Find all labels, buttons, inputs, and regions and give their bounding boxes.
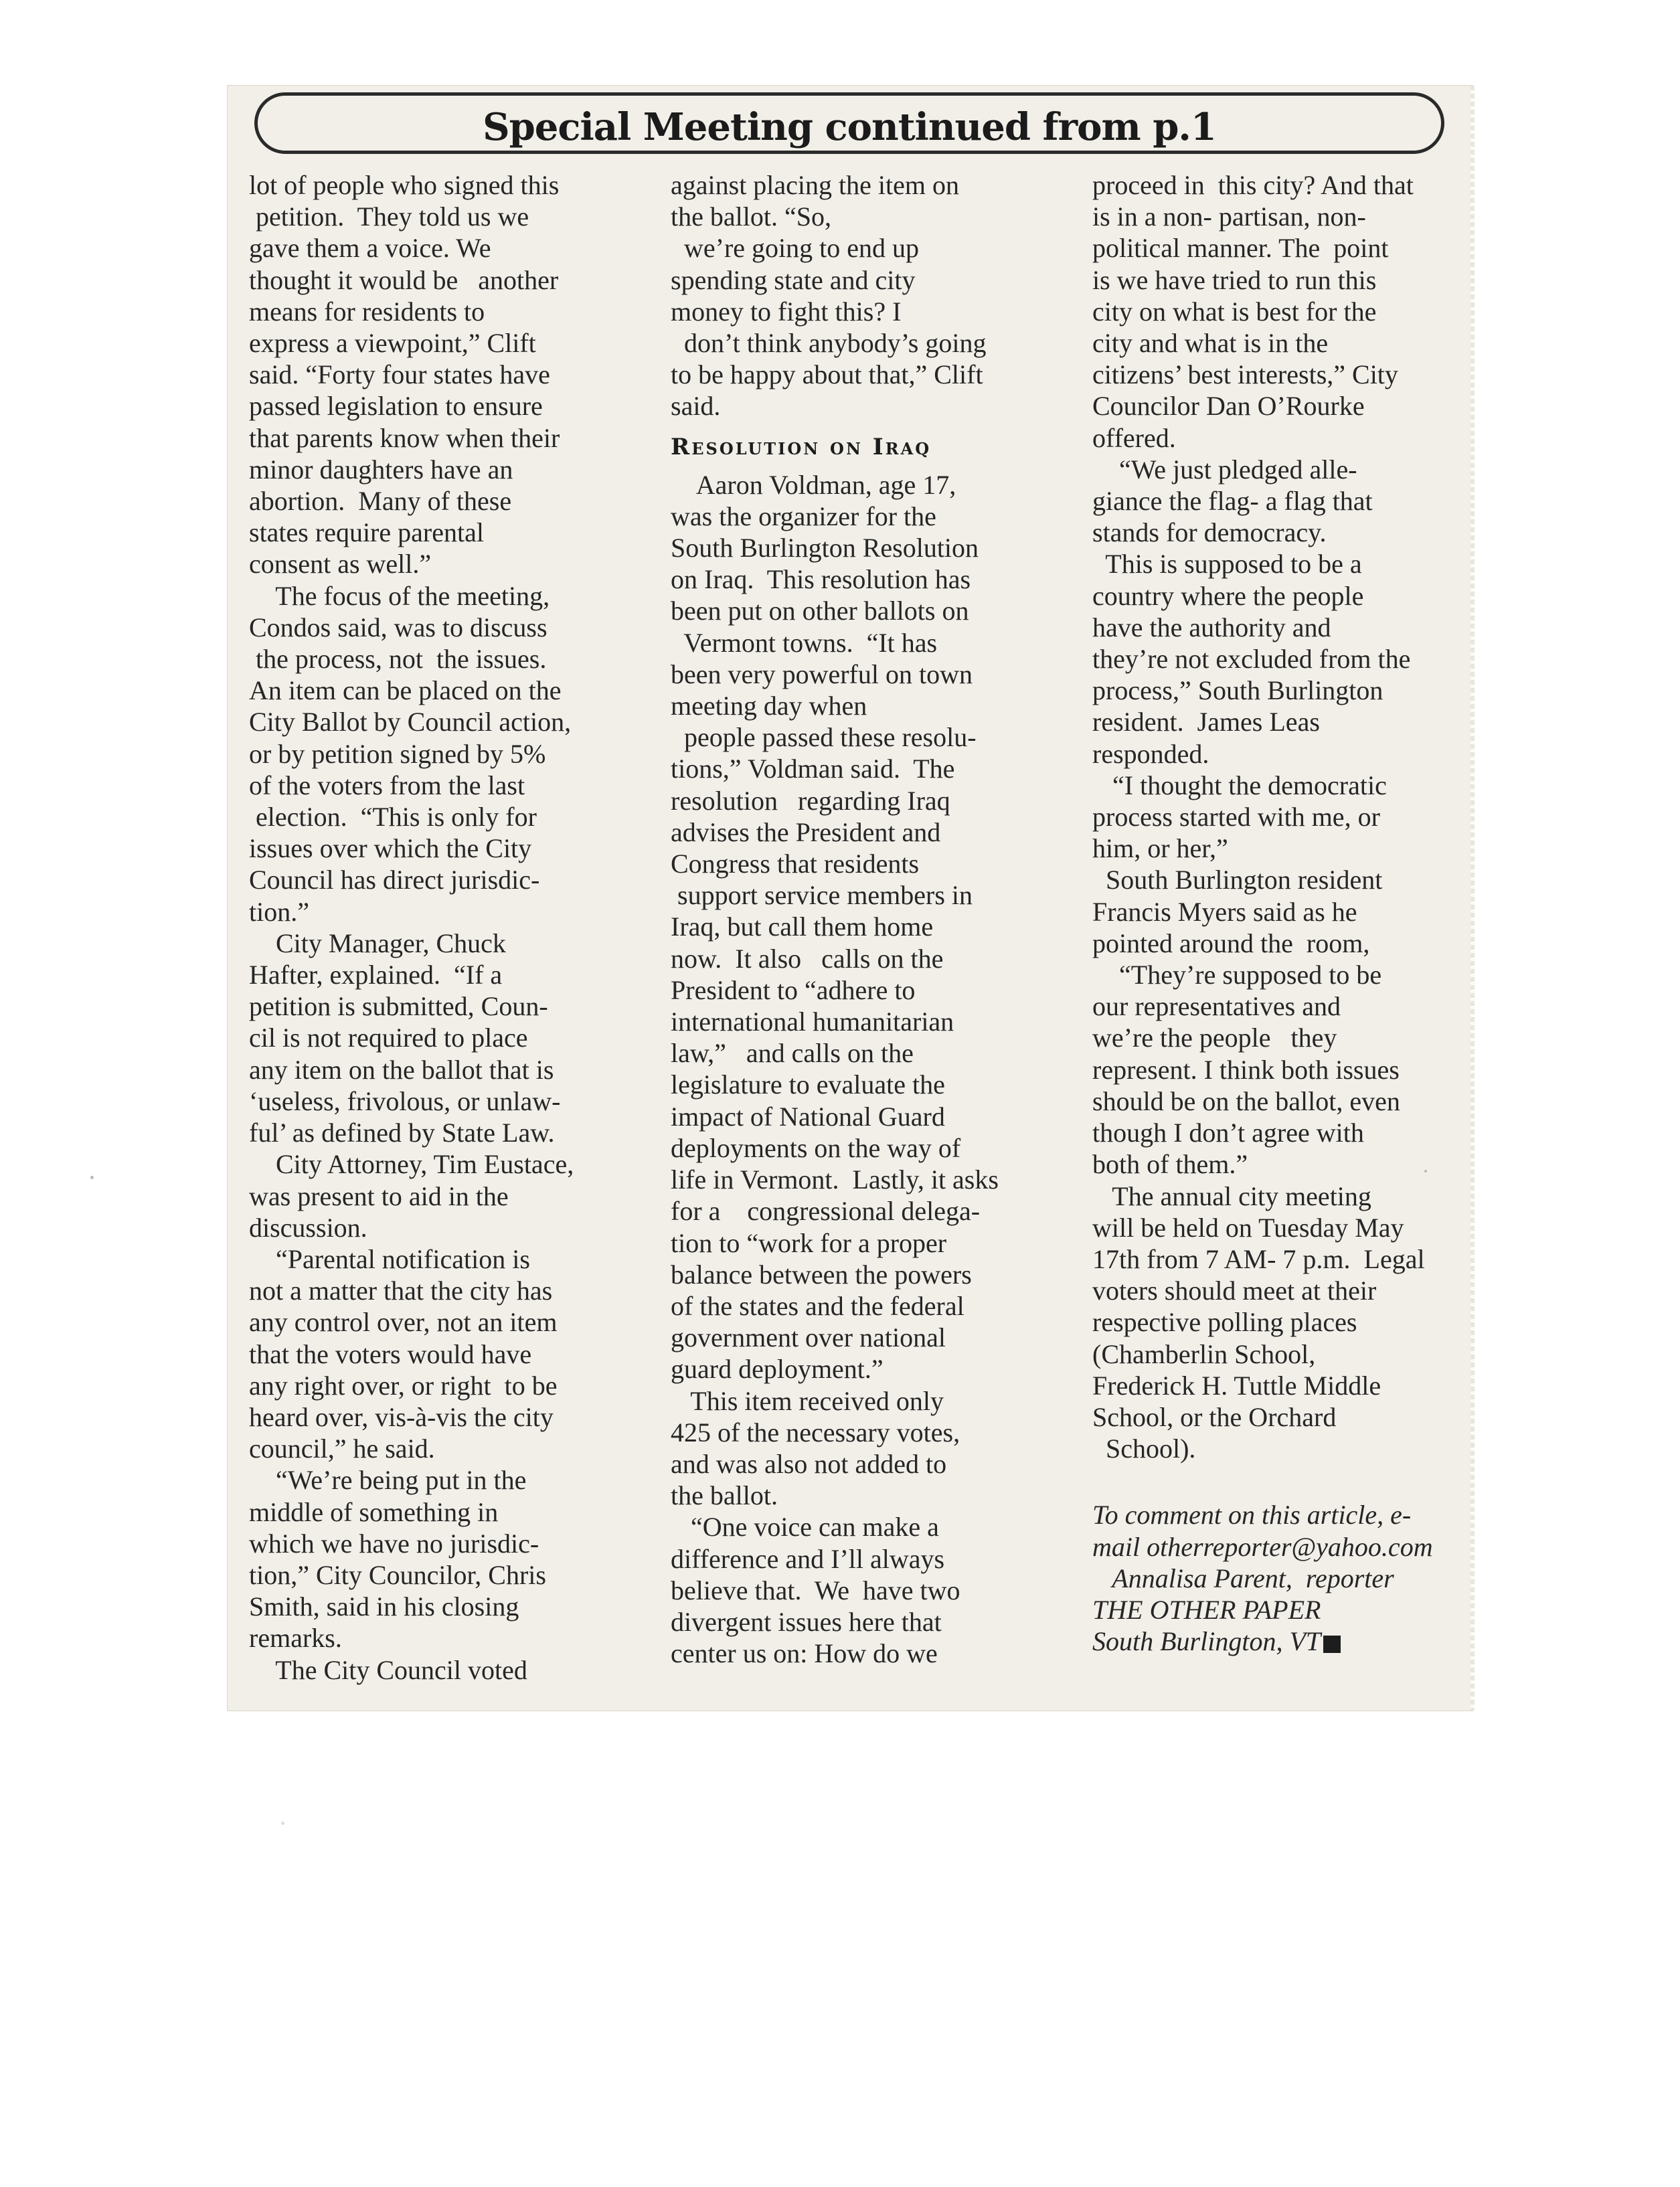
text-line: middle of something in [249,1496,499,1527]
text-line: guard deployment.” [671,1354,884,1385]
text-line: we’re the people they [1092,1023,1337,1053]
text-line: School, or the Orchard [1092,1401,1337,1432]
text-line: ‘useless, frivolous, or unlaw- [249,1085,561,1116]
text-line: President to “adhere to [671,974,916,1005]
text-line: any right over, or right to be [249,1370,558,1401]
text-line: “I thought the democratic [1092,770,1387,800]
text-line: means for residents to [249,296,485,327]
text-line: they’re not excluded from the [1092,644,1411,675]
text-line: City Attorney, Tim Eustace, [249,1149,574,1180]
text-line: tion.” [249,896,309,927]
text-line: council,” he said. [249,1433,435,1464]
text-line: on Iraq. This resolution has [671,564,971,595]
text-line: tion to “work for a proper [671,1227,947,1258]
text-line: Aaron Voldman, age 17, [671,469,956,500]
text-line: will be held on Tuesday May [1092,1212,1404,1243]
text-line: said. “Forty four states have [249,359,550,390]
text-line: political manner. The point [1092,233,1389,264]
text-line: Council has direct jurisdic- [249,865,540,895]
text-line: Condos said, was to discuss [249,612,548,642]
newspaper-clipping [228,86,1473,1711]
text-line: election. “This is only for [249,802,537,833]
text-line: 17th from 7 AM- 7 p.m. Legal [1092,1243,1425,1274]
scan-speck [281,1822,284,1825]
text-line: issues over which the City [249,833,532,864]
text-line: was the organizer for the [671,501,936,531]
text-line: for a congressional delega- [671,1196,981,1227]
text-line: passed legislation to ensure [249,391,543,422]
text-line: both of them.” [1092,1149,1248,1180]
text-line: law,” and calls on the [671,1038,914,1069]
text-line: lot of people who signed this [249,170,560,200]
text-line: Vermont towns. “It has [671,627,938,658]
text-line: “One voice can make a [671,1512,939,1543]
text-line: remarks. [249,1623,342,1654]
text-line: and was also not added to [671,1448,947,1479]
text-line: against placing the item on [671,170,959,200]
text-line: minor daughters have an [249,454,513,485]
text-line: tion,” City Councilor, Chris [249,1559,546,1590]
text-line: the ballot. “So, [671,201,831,232]
text-line: legislature to evaluate the [671,1069,945,1100]
text-line: not a matter that the city has [249,1276,553,1306]
text-line: This item received only [671,1385,944,1416]
text-line: been put on other ballots on [671,596,969,626]
text-line: petition is submitted, Coun- [249,991,548,1022]
text-line: though I don’t agree with [1092,1118,1364,1148]
text-line: process,” South Burlington [1092,675,1383,706]
text-line: of the voters from the last [249,770,525,800]
text-line: abortion. Many of these [249,486,512,517]
text-line: City Ballot by Council action, [249,707,572,737]
text-line: offered. [1092,422,1176,453]
text-line: been very powerful on town [671,659,973,689]
text-line: to be happy about that,” Clift [671,359,983,390]
byline-line: THE OTHER PAPER [1092,1594,1321,1625]
text-line: advises the President and [671,816,941,847]
text-line: express a viewpoint,” Clift [249,328,536,359]
text-line: life in Vermont. Lastly, it asks [671,1164,999,1195]
text-line: “We’re being put in the [249,1465,527,1496]
text-line: deployments on the way of [671,1132,961,1163]
text-line: people passed these resolu- [671,722,977,753]
text-line: “Parental notification is [249,1243,530,1274]
text-line: consent as well.” [249,549,432,580]
byline-line: South Burlington, VT [1092,1626,1467,1657]
headline: Special Meeting continued from p.1 [483,105,1216,149]
text-line: gave them a voice. We [249,233,491,264]
text-line: impact of National Guard [671,1101,945,1132]
text-line: Frederick H. Tuttle Middle [1092,1370,1381,1401]
text-line: states require parental [249,517,484,548]
text-line: any control over, not an item [249,1307,558,1338]
text-line: the process, not the issues. [249,644,547,675]
text-line: giance the flag- a flag that [1092,486,1373,517]
byline-line: Annalisa Parent, reporter [1092,1563,1394,1593]
byline-line: To comment on this article, e- [1092,1500,1412,1530]
text-line: believe that. We have two [671,1575,960,1605]
text-line: we’re going to end up [671,233,920,264]
text-line: South Burlington Resolution [671,533,979,563]
article-column-3 [1092,169,1467,1657]
torn-edge [1471,86,1475,1711]
text-line: our representatives and [1092,991,1341,1022]
column-2-top-text [671,169,1045,422]
text-line: Congress that residents [671,849,920,879]
text-line: or by petition signed by 5% [249,738,546,769]
text-line: now. It also calls on the [671,943,944,974]
text-line: is in a non- partisan, non- [1092,201,1366,232]
text-line: should be on the ballot, even [1092,1085,1400,1116]
text-line: said. [671,391,721,422]
text-line: responded. [1092,738,1209,769]
text-line: city and what is in the [1092,328,1329,359]
text-line: spending state and city [671,264,916,295]
end-of-article-mark [1323,1636,1341,1653]
text-line: international humanitarian [671,1007,954,1037]
text-line: Hafter, explained. “If a [249,960,503,990]
text-line: thought it would be another [249,264,559,295]
text-line: This is supposed to be a [1092,549,1362,580]
text-line: that the voters would have [249,1338,532,1369]
text-line: resident. James Leas [1092,707,1320,737]
text-line: petition. They told us we [249,201,529,232]
text-line: respective polling places [1092,1307,1357,1338]
headline-banner [254,92,1444,154]
text-line: Smith, said in his closing [249,1591,519,1622]
text-line: support service members in [671,880,973,911]
text-line: City Manager, Chuck [249,928,506,958]
text-line: (Chamberlin School, [1092,1338,1316,1369]
byline-line: mail otherreporter@yahoo.com [1092,1531,1433,1562]
text-line: resolution regarding Iraq [671,785,950,816]
text-line: have the authority and [1092,612,1331,642]
text-line: citizens’ best interests,” City [1092,359,1398,390]
text-line: balance between the powers [671,1259,972,1290]
text-line: money to fight this? I [671,296,902,327]
text-line: The annual city meeting [1092,1180,1371,1211]
text-line: difference and I’ll always [671,1543,945,1574]
text-line: The City Council voted [249,1654,527,1685]
scan-speck [90,1176,94,1179]
text-line: 425 of the necessary votes, [671,1417,960,1448]
text-line: discussion. [249,1212,367,1243]
text-line: of the states and the federal [671,1290,964,1321]
text-line: Councilor Dan O’Rourke [1092,391,1365,422]
text-line: him, or her,” [1092,833,1228,864]
text-line: heard over, vis-à-vis the city [249,1401,554,1432]
text-line: that parents know when their [249,422,560,453]
text-line: which we have no jurisdic- [249,1528,539,1559]
column-3-text [1092,169,1467,1464]
text-line: country where the people [1092,580,1364,611]
text-line: process started with me, or [1092,802,1380,833]
text-line: represent. I think both issues [1092,1054,1400,1085]
text-line: is we have tried to run this [1092,264,1377,295]
text-line: tions,” Voldman said. The [671,754,955,784]
text-line: pointed around the room, [1092,928,1370,958]
text-line: “We just pledged alle- [1092,454,1357,485]
section-subhead: Resolution on Iraq [671,433,932,460]
article-column-1 [249,169,624,1686]
text-line: city on what is best for the [1092,296,1377,327]
text-line: cil is not required to place [249,1023,528,1053]
scan-speck [1424,1170,1427,1172]
text-line: Francis Myers said as he [1092,896,1357,927]
text-line: stands for democracy. [1092,517,1327,548]
text-line: divergent issues here that [671,1606,942,1637]
text-line: “They’re supposed to be [1092,960,1382,990]
text-line: center us on: How do we [671,1638,938,1669]
text-line: Iraq, but call them home [671,911,934,942]
text-line: South Burlington resident [1092,865,1383,895]
byline [1092,1499,1467,1657]
text-line: proceed in this city? And that [1092,170,1414,200]
text-line: don’t think anybody’s going [671,328,987,359]
text-line: meeting day when [671,691,867,721]
text-line: An item can be placed on the [249,675,562,706]
article-column-2 [671,169,1045,1669]
text-line: was present to aid in the [249,1180,509,1211]
text-line: government over national [671,1322,946,1353]
text-line: voters should meet at their [1092,1276,1377,1306]
text-line: School). [1092,1433,1196,1464]
column-2-bottom-text [671,469,1045,1670]
text-line: The focus of the meeting, [249,580,550,611]
text-line: ful’ as defined by State Law. [249,1118,555,1148]
text-line: any item on the ballot that is [249,1054,554,1085]
text-line: the ballot. [671,1480,778,1511]
